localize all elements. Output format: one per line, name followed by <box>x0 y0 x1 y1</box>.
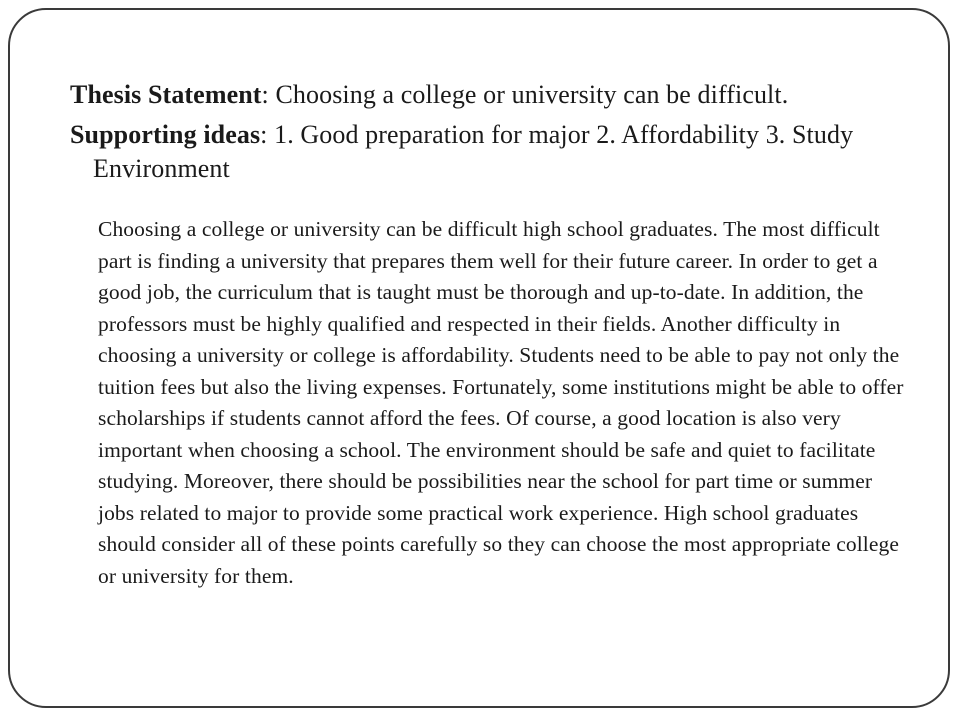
slide-content <box>70 78 930 592</box>
supporting-text: : 1. Good preparation for major 2. Affordability 3. Study Environment <box>93 120 854 183</box>
thesis-statement <box>70 78 930 112</box>
thesis-label: Thesis Statement <box>70 80 262 109</box>
thesis-text: : Choosing a college or university can be difficult. <box>261 80 789 109</box>
essay-paragraph: Choosing a college or university can be difficult high school graduates. The most difficult part is finding a university that prepares them well for their future career. In order to get a good job, the curriculum that is taught must be thorough and up-to-date. In addition, the professors must be highly qualified and respected in their fields. Another difficulty in choosing a university or college is affordability. Students need to be able to pay not only the tuition fees but also the living expenses. Fortunately, some institutions might be able to offer scholarships if students cannot afford the fees. Of course, a good location is also very important when choosing a school. The environment should be safe and quiet to facilitate studying. Moreover, there should be possibilities near the school for part time or summer jobs related to major to provide some practical work experience. High school graduates should consider all of these points carefully so they can choose the most appropriate college or university for them. <box>98 217 904 588</box>
supporting-label: Supporting ideas <box>70 120 261 149</box>
slide-frame <box>8 8 950 708</box>
supporting-ideas <box>70 118 930 186</box>
